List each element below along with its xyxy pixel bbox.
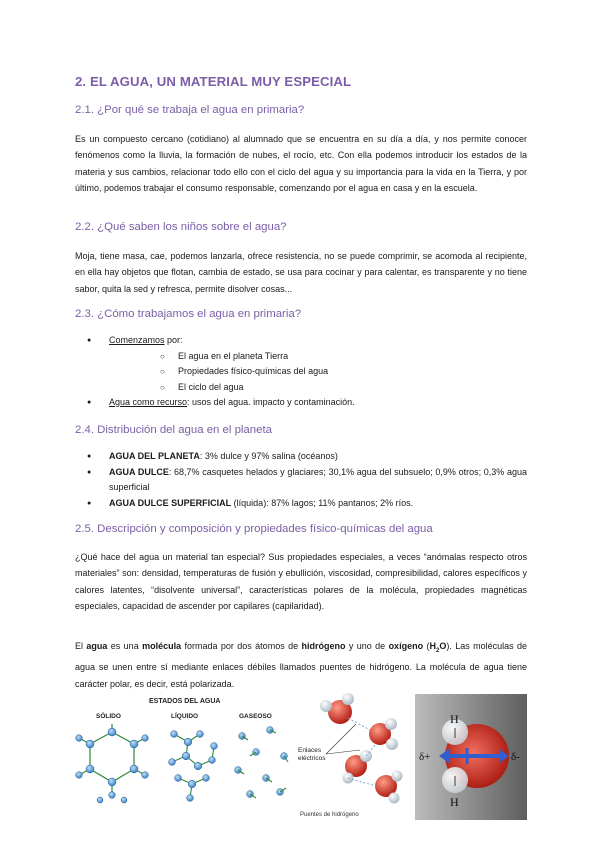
list-item <box>75 496 527 512</box>
paragraph-2-2: Moja, tiene masa, cae, podemos lanzarla, ofrece resistencia, no se puede comprimir, se acomoda al recipiente, en ella hay objetos que flotan, cambia de estado, se usa para cocinar y para calentar, es transparente y no tiene sabor, quita la sed y refresca, permite disolver cosas... <box>75 251 527 294</box>
list-item-label: AGUA DULCE SUPERFICIAL <box>109 497 232 508</box>
list-item-text: (líquida): 87% lagos; 11% pantanos; 2% ríos. <box>231 497 414 508</box>
text-run: ( <box>423 641 430 651</box>
heading-2-4: 2.4. Distribución del agua en el planeta <box>75 424 272 436</box>
text-run: y uno de <box>345 641 389 651</box>
list-item <box>75 449 527 465</box>
paragraph-2-1: Es un compuesto cercano (cotidiano) al alumnado que se encuentra en su día a día, y nos permite conocer fenómenos como la lluvia, la formación de nubes, el rocío, etc. Con ella podemos introducir los estados de la materia y sus cambios, relacionar todo ello con el ciclo del agua y su importancia para la vida en la Tierra, y por último, podemos trabajar el consumo responsable, comenzando por el agua en casa y en la escuela. <box>75 134 527 194</box>
hydrogen-label-bottom: H <box>450 795 459 809</box>
delta-plus-label: δ+ <box>419 751 431 763</box>
list-item-text: : usos del agua. impacto y contaminación. <box>187 397 355 407</box>
list-item-label: Agua como recurso <box>109 397 188 407</box>
molecule-middle <box>343 750 373 784</box>
list-2-4 <box>75 449 527 511</box>
bonds-caption: Puentes de hidrógeno <box>300 812 359 818</box>
state-liquid-label: LÍQUIDO <box>171 713 199 720</box>
hydrogen-label-top: H <box>450 712 459 726</box>
bold-run: hidrógeno <box>301 641 346 651</box>
list-item <box>75 333 527 395</box>
molecule-right <box>369 718 398 750</box>
list-2-3 <box>75 333 527 411</box>
sublist-item: ○ El agua en el planeta Tierra <box>109 349 527 365</box>
bold-run: molécula <box>142 641 182 651</box>
molecule-bottom <box>375 771 403 804</box>
list-item-label: AGUA DULCE <box>109 466 169 477</box>
section-title: 2. EL AGUA, UN MATERIAL MUY ESPECIAL <box>75 74 352 89</box>
list-item <box>75 395 527 411</box>
paragraph-2-5-b <box>75 638 527 692</box>
bonds-label-line: eléctricos <box>298 755 326 762</box>
bold-run: oxígeno <box>388 641 424 651</box>
list-item <box>75 465 527 496</box>
molecule-top-left <box>320 693 354 724</box>
sublist-item: ○ El ciclo del agua <box>109 380 527 396</box>
states-title: ESTADOS DEL AGUA <box>149 698 221 705</box>
heading-2-1: 2.1. ¿Por qué se trabaja el agua en primaria? <box>75 104 305 116</box>
list-item-text: por: <box>164 335 183 345</box>
polar-molecule-figure <box>415 694 527 820</box>
solid-molecules <box>76 728 149 803</box>
paragraph-2-5-a: ¿Qué hace del agua un material tan especial? Sus propiedades especiales, a veces “anómalas respecto otros materiales” son: densidad, temperaturas de fusión y ebullición, viscosidad, compresibilidad, calores específicos y calores latentes, “disolvente universal”, características polares de la molécula, propiedades magnéticas especiales, capacidad de ascender por capilares (capilaridad). <box>75 552 527 612</box>
liquid-bonds <box>172 734 214 798</box>
gas-hydrogens <box>238 730 288 798</box>
heading-2-3: 2.3. ¿Cómo trabajamos el agua en primaria? <box>75 308 302 320</box>
bonds-label-line: Enlaces <box>298 747 322 754</box>
list-item-text: : 3% dulce y 97% salina (océanos) <box>199 451 338 461</box>
label-pointers <box>326 724 360 754</box>
formula-h: H <box>429 641 436 651</box>
gas-molecules <box>235 727 288 798</box>
state-solid-label: SÓLIDO <box>96 713 121 720</box>
list-item-label: Comenzamos <box>109 335 165 345</box>
text-run: El <box>75 641 87 651</box>
text-run: ). Las moléculas de agua se unen entre sí mediante enlaces débiles llamados puentes de hidrógeno. La molécula de agua tiene carácter polar, es decir, está polarizada. <box>75 641 528 689</box>
state-gas-label: GASEOSO <box>239 713 272 720</box>
heading-2-5: 2.5. Descripción y composición y propiedades físico-químicas del agua <box>75 523 433 535</box>
list-item-text: : 68,7% casquetes helados y glaciares; 30,1% agua del subsuelo; 0,9% otros; 0,3% agua superficial <box>109 466 528 492</box>
liquid-molecules <box>169 731 218 802</box>
sublist-item: ○ Propiedades físico-químicas del agua <box>109 364 527 380</box>
heading-2-2: 2.2. ¿Qué saben los niños sobre el agua? <box>75 221 287 233</box>
delta-minus-label: δ- <box>511 751 520 763</box>
hydrogen-bonds-figure <box>296 690 408 820</box>
bonds-label <box>298 747 326 762</box>
text-run: es una <box>107 641 143 651</box>
bold-run: agua <box>86 641 108 651</box>
formula <box>429 641 447 654</box>
water-states-figure <box>74 694 296 820</box>
formula-o: O <box>439 641 447 651</box>
list-item-label: AGUA DEL PLANETA <box>109 451 200 461</box>
text-run: formada por dos átomos de <box>181 641 302 651</box>
formula-sub: 2 <box>435 647 440 654</box>
sublist <box>109 349 527 396</box>
